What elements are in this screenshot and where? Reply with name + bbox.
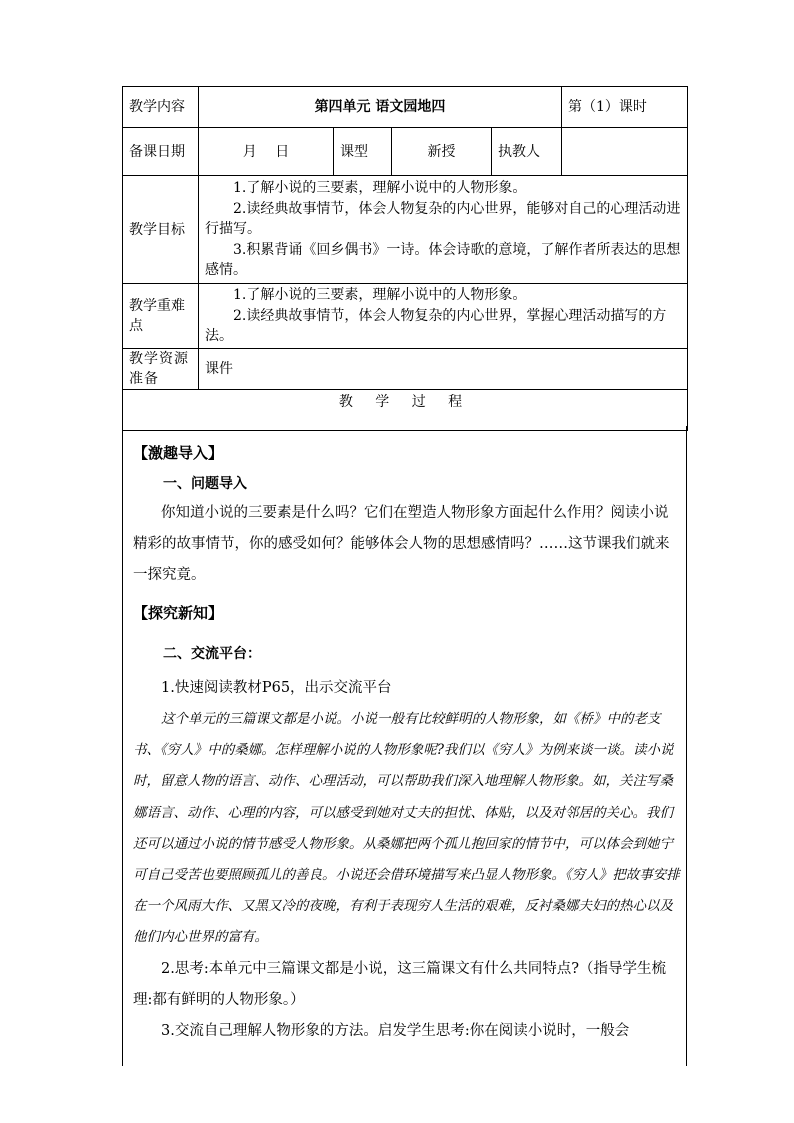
intro-paragraph: 你知道小说的三要素是什么吗？它们在塑造人物形象方面起什么作用？阅读小说精彩的故事情节，你的感受如何？能够体会人物的思想感情吗？……这节课我们就来一探究竟。 — [133, 505, 670, 583]
row-content — [123, 87, 688, 128]
date-label: 备课日期 — [123, 128, 199, 176]
period-cell: 第（1）课时 — [562, 87, 688, 128]
resources-label: 教学资源准备 — [123, 349, 199, 390]
lesson-plan-table — [122, 86, 688, 431]
teacher-value — [562, 128, 688, 176]
key-point-item: 1.了解小说的三要素，理解小说中的人物形象。 — [233, 287, 527, 304]
row-resources — [123, 349, 688, 390]
step-2: 2.思考:本单元中三篇课文都是小说，这三篇课文有什么共同特点?（指导学生梳理:都有鲜明的人物形象。） — [133, 960, 666, 1008]
key-point-item: 2.读经典故事情节，体会人物复杂的内心世界，掌握心理活动描写的方法。 — [205, 307, 667, 345]
section-heading-explore: 【探究新知】 — [133, 604, 224, 622]
type-value: 新授 — [392, 128, 492, 176]
step-3: 3.交流自己理解人物形象的方法。启发学生思考:你在阅读小说时，一般会 — [161, 1022, 630, 1039]
section-heading-intro: 【激趣导入】 — [133, 444, 224, 462]
subheading-question: 一、问题导入 — [163, 476, 247, 492]
content-label: 教学内容 — [123, 87, 199, 128]
type-label: 课型 — [334, 128, 392, 176]
resources-value: 课件 — [199, 349, 688, 390]
key-points-label: 教学重难点 — [123, 284, 199, 349]
process-body — [122, 426, 687, 1066]
date-value: 月 日 — [199, 128, 334, 176]
goal-item: 1.了解小说的三要素，理解小说中的人物形象。 — [233, 180, 527, 197]
step-1: 1.快速阅读教材P65，出示交流平台 — [161, 680, 392, 696]
goals-label: 教学目标 — [123, 176, 199, 284]
row-process-heading — [123, 390, 688, 431]
goal-item: 3.积累背诵《回乡偶书》一诗。体会诗歌的意境，了解作者所表达的思想感情。 — [205, 241, 681, 279]
process-heading: 教 学 过 程 — [123, 390, 688, 431]
row-key-points — [123, 284, 688, 349]
teacher-label: 执教人 — [492, 128, 562, 176]
goals-cell — [199, 176, 688, 284]
goal-item: 2.读经典故事情节，体会人物复杂的内心世界，能够对自己的心理活动进行描写。 — [205, 200, 681, 238]
key-points-cell — [199, 284, 688, 349]
subheading-platform: 二、交流平台： — [163, 646, 261, 662]
row-date — [123, 128, 688, 176]
unit-title: 第四单元 语文园地四 — [199, 87, 562, 128]
row-goals — [123, 176, 688, 284]
handwritten-passage: 这个单元的三篇课文都是小说。小说一般有比较鲜明的人物形象，如《桥》中的老支书、《穷人》中的桑娜。怎样理解小说的人物形象呢?我们以《穷人》为例来谈一谈。读小说时，留意人物的语言、动作、心理活动，可以帮助我们深入地理解人物形象。如，关注写桑娜语言、动作、心理的内容，可以感受到她对丈夫的担忧、体贴，以及对邻居的关心。我们还可以通过小说的情节感受人物形象。从桑娜把两个孤儿抱回家的情节中，可以体会到她宁可自己受苦也要照顾孤儿的善良。小说还会借环境描写来凸显人物形象。《穷人》把故事安排在一个风雨大作、又黑又冷的夜晚，有利于表现穷人生活的艰难，反衬桑娜夫妇的热心以及他们内心世界的富有。 — [133, 711, 680, 946]
